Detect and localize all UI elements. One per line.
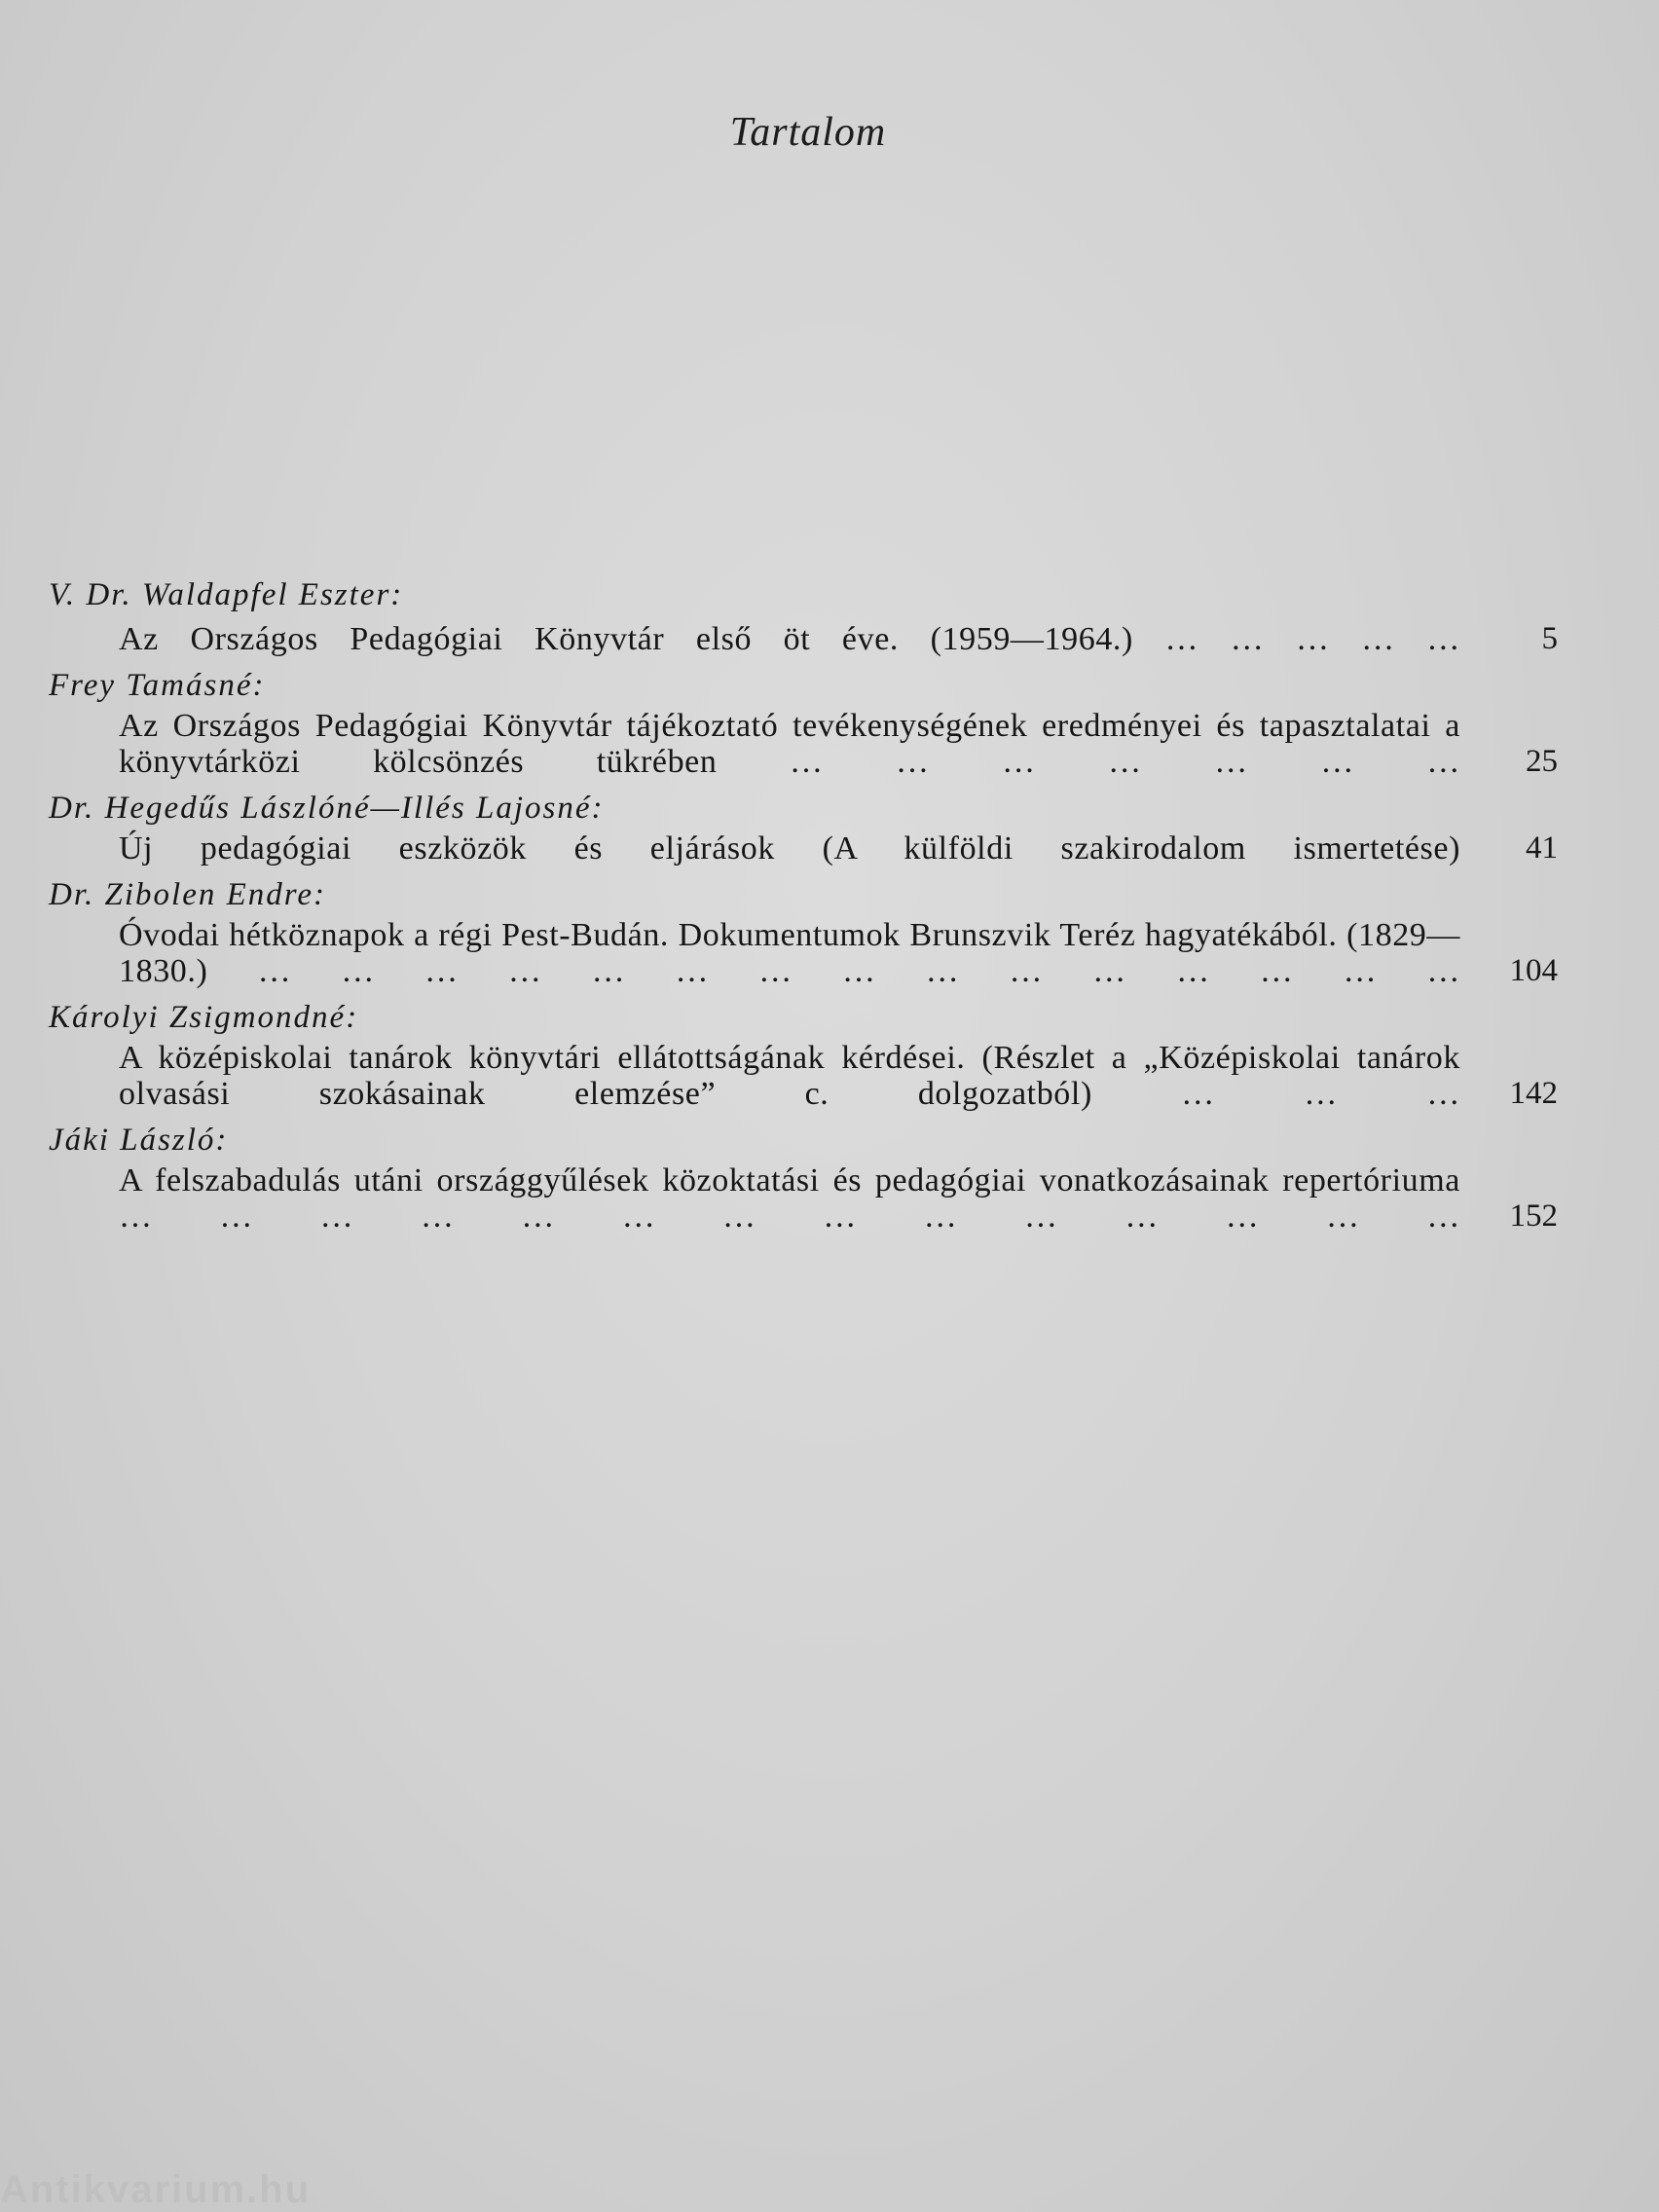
toc-title: Az Országos Pedagógiai Könyvtár tájékoztató tevékenységének eredményei és tapasztalatai a könyvtárközi kölcsönzés tükrében … … … … … … …	[119, 708, 1460, 780]
toc-page-number: 5	[1541, 621, 1558, 656]
toc-page-number: 41	[1526, 830, 1558, 866]
toc-entry	[49, 872, 1558, 989]
toc-entry	[49, 786, 1558, 866]
toc-entry	[49, 663, 1558, 780]
page-title: Tartalom	[729, 110, 887, 155]
toc-author: Jáki László:	[49, 1123, 229, 1158]
toc-title: Óvodai hétköznapok a régi Pest-Budán. Dokumentumok Brunszvik Teréz hagyatékából. (1829—1830.) … … … … … … … … … … … … … … …	[119, 917, 1460, 989]
toc-entry	[49, 572, 1558, 657]
toc-item	[119, 708, 1558, 780]
toc-item	[119, 1162, 1558, 1235]
toc-author: Dr. Hegedűs Lászlóné—Illés Lajosné:	[49, 791, 605, 826]
watermark: Antikvarium.hu	[0, 2168, 312, 2211]
toc-item	[119, 830, 1558, 866]
toc-item	[119, 621, 1558, 657]
toc-title: A középiskolai tanárok könyvtári ellátottságának kérdései. (Részlet a „Középiskolai tanárok olvasási szokásainak elemzése” c. dolgozatból) … … …	[119, 1040, 1460, 1112]
toc-author: Frey Tamásné:	[49, 668, 266, 703]
toc-item	[119, 917, 1558, 989]
toc-author: Dr. Zibolen Endre:	[49, 877, 327, 912]
table-of-contents	[49, 572, 1558, 1240]
toc-title: Új pedagógiai eszközök és eljárások (A külföldi szakirodalom ismertetése)	[119, 830, 1460, 866]
toc-page-number: 152	[1509, 1198, 1558, 1234]
toc-author: V. Dr. Waldapfel Eszter:	[49, 577, 404, 612]
toc-author: Károlyi Zsigmondné:	[49, 1000, 359, 1035]
toc-entry	[49, 1118, 1558, 1235]
toc-page-number: 104	[1509, 953, 1558, 988]
toc-title: A felszabadulás utáni országgyűlések közoktatási és pedagógiai vonatkozásainak repertóriuma … … … … … … … … … … … … … …	[119, 1162, 1460, 1235]
toc-page-number: 142	[1509, 1076, 1558, 1111]
toc-title: Az Országos Pedagógiai Könyvtár első öt éve. (1959—1964.) … … … … …	[119, 621, 1460, 657]
toc-item	[119, 1040, 1558, 1112]
toc-page-number: 25	[1526, 744, 1558, 779]
toc-entry	[49, 995, 1558, 1112]
